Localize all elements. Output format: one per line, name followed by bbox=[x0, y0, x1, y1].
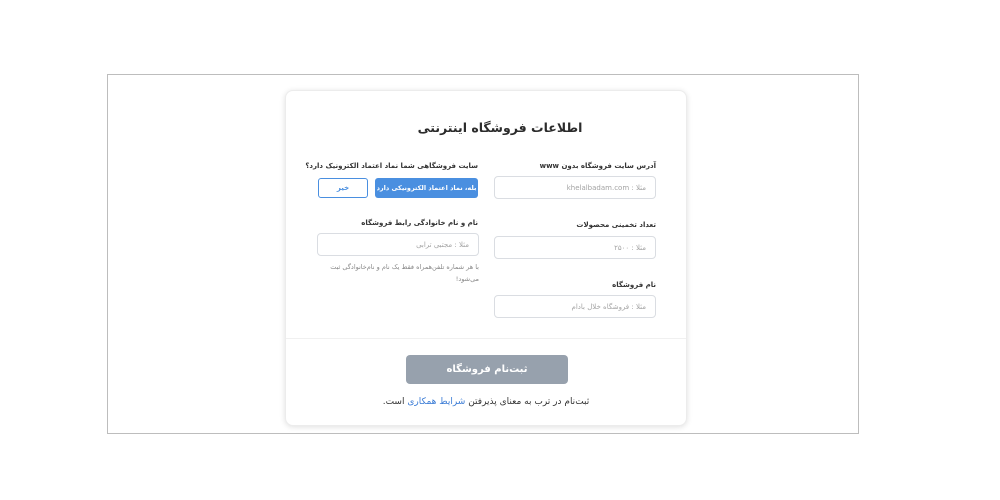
contact-name-placeholder: مثلا : مجتبی ترابی bbox=[416, 240, 469, 249]
website-label: آدرس سایت فروشگاه بدون www bbox=[539, 162, 656, 170]
store-name-label: نام فروشگاه bbox=[612, 281, 656, 289]
contact-name-input[interactable] bbox=[317, 233, 479, 256]
product-count-placeholder: مثلا : ۲۵۰۰ bbox=[614, 243, 646, 252]
contact-name-hint: با هر شماره تلفن‌همراه فقط یک نام و نام‌خانوادگی ثبت می‌شود! bbox=[330, 263, 479, 283]
card-divider bbox=[286, 338, 686, 339]
website-input[interactable] bbox=[494, 176, 656, 199]
form-title: اطلاعات فروشگاه اینترنتی bbox=[417, 120, 583, 135]
terms-after: است. bbox=[382, 397, 405, 407]
enamad-label: سایت فروشگاهی شما نماد اعتماد الکترونیک دارد؟ bbox=[305, 162, 478, 170]
product-count-input[interactable] bbox=[494, 236, 656, 259]
enamad-yes-button[interactable]: بله، نماد اعتماد الکترونیکی دارد bbox=[375, 178, 478, 198]
product-count-label: تعداد تخمینی محصولات bbox=[576, 221, 656, 229]
register-store-button[interactable]: ثبت‌نام فروشگاه bbox=[406, 355, 568, 384]
terms-before: ثبت‌نام در ترب به معنای پذیرفتن bbox=[468, 397, 590, 407]
enamad-no-button[interactable]: خیر bbox=[318, 178, 368, 198]
website-placeholder: مثلا : khelalbadam.com bbox=[566, 183, 646, 192]
store-name-input[interactable] bbox=[494, 295, 656, 318]
store-name-placeholder: مثلا : فروشگاه خلال بادام bbox=[571, 302, 646, 311]
contact-name-label: نام و نام خانوادگی رابط فروشگاه bbox=[361, 219, 478, 227]
terms-link[interactable]: شرایط همکاری bbox=[407, 397, 466, 407]
terms-text bbox=[286, 397, 686, 407]
